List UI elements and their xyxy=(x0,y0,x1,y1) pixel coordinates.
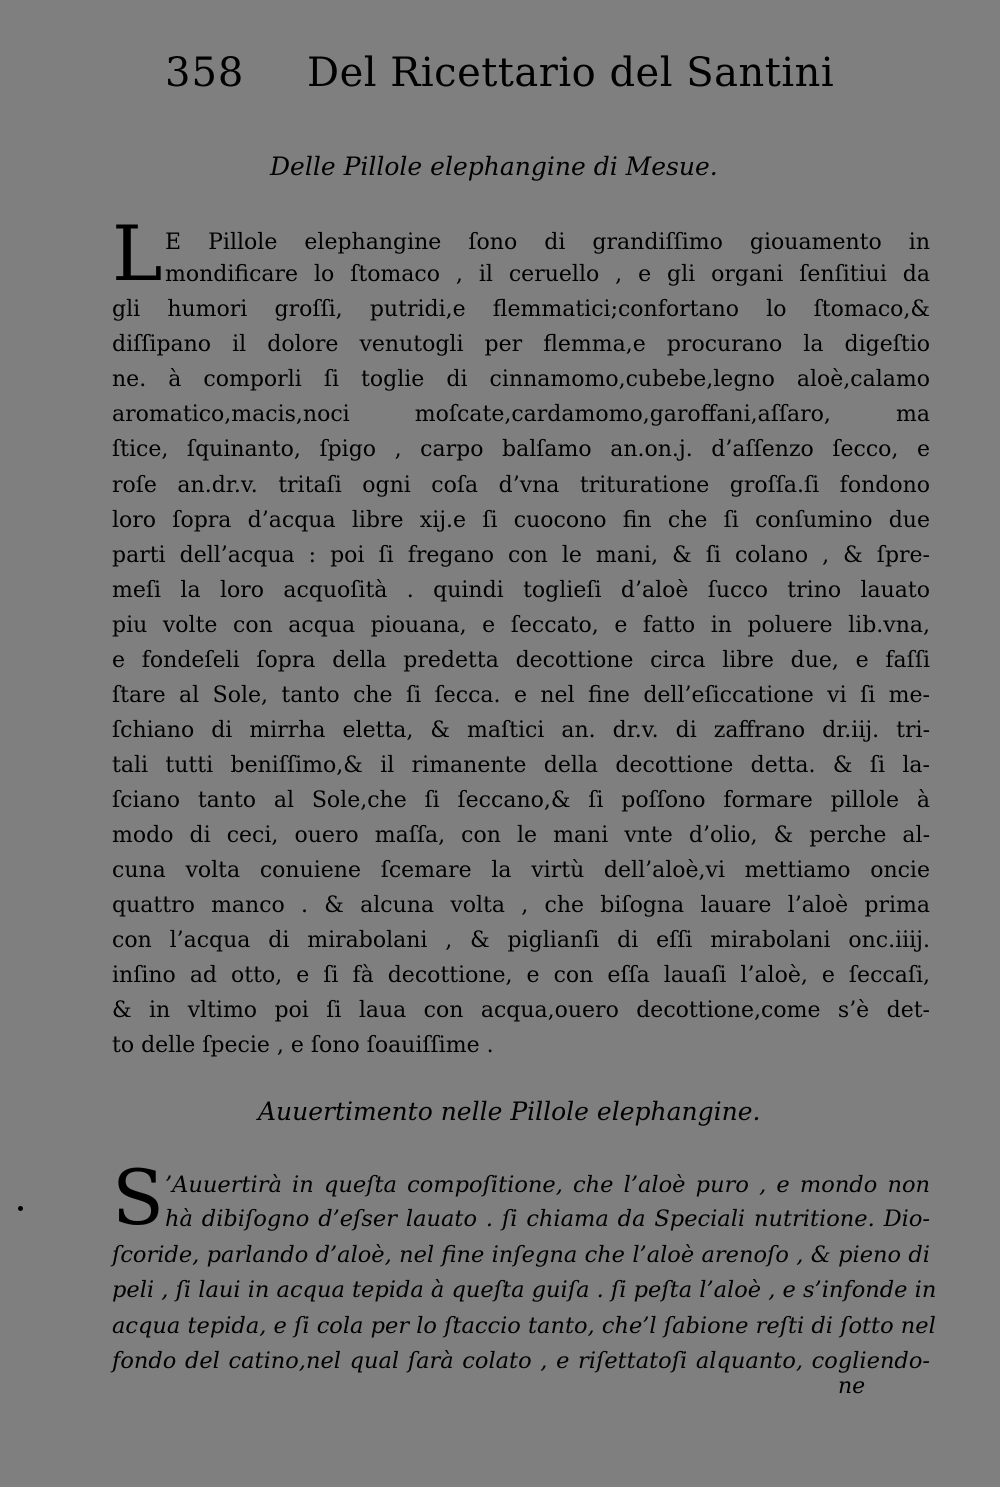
text-line: ſtice, ſquinanto, ſpigo , carpo balſamo an.on.j. d’aſſenzo ſecco, e xyxy=(112,437,930,462)
text-line: ſchiano di mirrha eletta, & maſtici an. dr.v. di zaffrano dr.iij. tri- xyxy=(112,718,930,743)
text-line: gli humori groſſi, putridi,e flemmatici;confortano lo ſtomaco,& xyxy=(112,297,930,322)
text-line: & in vltimo poi ſi laua con acqua,ouero decottione,come s’è det- xyxy=(112,998,930,1023)
text-line: E Pillole elephangine ſono di grandiſſimo giouamento in xyxy=(165,230,930,255)
page-number: 358 xyxy=(165,50,245,96)
text-line: quattro manco . & alcuna volta , che biſogna lauare l’aloè prima xyxy=(112,893,930,918)
text-line: tali tutti beniſſimo,& il rimanente della decottione detta. & ſi la- xyxy=(112,753,930,778)
text-line: loro ſopra d’acqua libre xij.e ſi cuocono fin che ſi conſumino due xyxy=(112,508,930,533)
text-line: con l’acqua di mirabolani , & piglianſi di eſſi mirabolani onc.iiij. xyxy=(112,928,930,953)
section-heading-auuertimento: Auuertimento nelle Pillole elephangine. xyxy=(258,1097,761,1126)
text-line: roſe an.dr.v. tritaſi ogni coſa d’vna trituratione groſſa.ſi fondono xyxy=(112,473,930,498)
text-line: ne. à comporli ſi toglie di cinnamomo,cubebe,legno aloè,calamo xyxy=(112,367,930,392)
text-line: ſcoride, parlando d’aloè, nel fine inſegna che l’aloè arenoſo , & pieno di xyxy=(112,1242,930,1268)
text-line: to delle ſpecie , e ſono ſoauiſſime . xyxy=(112,1033,494,1058)
text-line: ſtare al Sole, tanto che ſi ſecca. e nel fine dell’eſiccatione vi ſi me- xyxy=(112,683,930,708)
text-line: fondo del catino,nel qual ſarà colato , e riſettatoſi alquanto, cogliendo- xyxy=(112,1348,930,1374)
text-line: e fondeſeli ſopra della predetta decottione circa libre due, e faſſi xyxy=(112,648,930,673)
catchword: ne xyxy=(838,1374,866,1399)
text-line: mondificare lo ſtomaco , il ceruello , e gli organi ſenſitiui da xyxy=(165,262,930,287)
running-header xyxy=(165,50,835,110)
text-line: ſciano tanto al Sole,che ſi ſeccano,& ſi poſſono formare pillole à xyxy=(112,788,930,813)
text-line: diſſipano il dolore venutogli per flemma,e procurano la digeſtio xyxy=(112,332,930,357)
section-heading-pillole: Delle Pillole elephangine di Mesue. xyxy=(270,152,718,181)
text-line: modo di ceci, ouero maſſa, con le mani vnte d’olio, & perche al- xyxy=(112,823,930,848)
text-line: meſi la loro acquoſità . quindi toglieſi d’aloè ſucco trino lauato xyxy=(112,578,930,603)
text-line: ’Auuertirà in queſta compoſitione, che l’aloè puro , e mondo non xyxy=(165,1172,930,1198)
text-line: piu volte con acqua piouana, e ſeccato, e fatto in poluere lib.vna, xyxy=(112,613,930,638)
text-line: parti dell’acqua : poi ſi fregano con le mani, & ſi colano , & ſpre- xyxy=(112,543,930,568)
text-line: inſino ad otto, e ſi fà decottione, e con eſſa lauaſi l’aloè, e ſeccaſi, xyxy=(112,963,930,988)
ink-speck xyxy=(18,1206,23,1211)
drop-cap-s: S xyxy=(112,1153,165,1242)
drop-cap-l: L xyxy=(112,209,163,298)
text-line: peli , ſi laui in acqua tepida à queſta guiſa . ſi peſta l’aloè , e s’infonde in xyxy=(112,1277,937,1303)
text-line: cuna volta conuiene ſcemare la virtù dell’aloè,vi mettiamo oncie xyxy=(112,858,930,883)
text-line: aromatico,macis,noci moſcate,cardamomo,garoffani,aſſaro, ma xyxy=(112,402,930,427)
text-line: hà dibiſogno d’eſser lauato . ſi chiama da Speciali nutritione. Dio- xyxy=(165,1206,930,1232)
running-title: Del Ricettario del Santini xyxy=(307,50,835,96)
text-line: acqua tepida, e ſi cola per lo ſtaccio tanto, che’l ſabione reſti di ſotto nel xyxy=(112,1313,936,1339)
